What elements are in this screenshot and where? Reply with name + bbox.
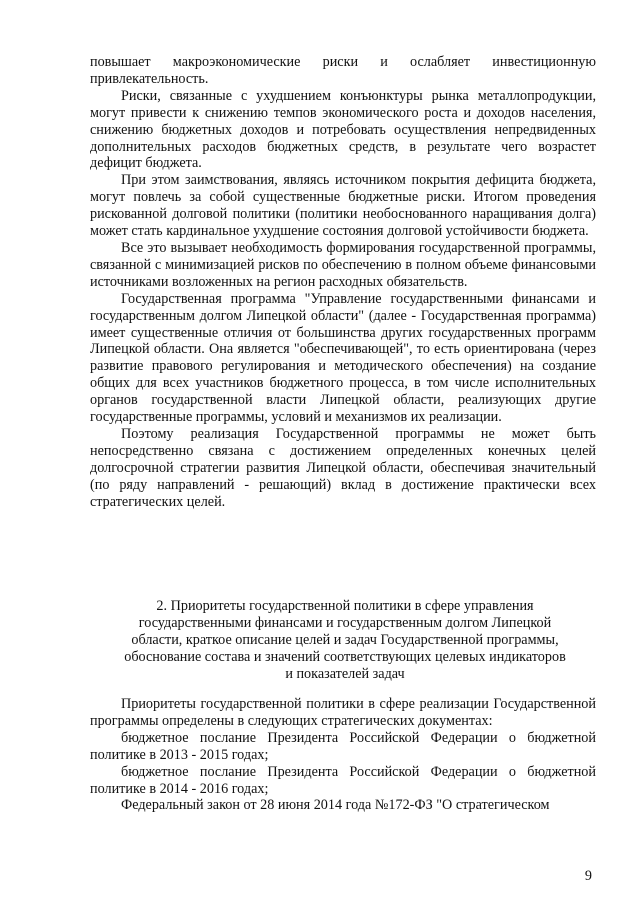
body-text xyxy=(90,54,596,510)
paragraph: Риски, связанные с ухудшением конъюнктуры рынка металлопродукции, могут привести к снижению темпов экономического роста и доходов населения, снижению бюджетных доходов и потребовать осуществления непредвиденных дополнительных расходов бюджетных средств, в результате чего возрастет дефицит бюджета. xyxy=(90,87,596,172)
section-body-text xyxy=(90,696,596,814)
paragraph: Все это вызывает необходимость формирования государственной программы, связанной с минимизацией рисков по обеспечению в полном объеме финансовыми источниками возложенных на регион расходных обязательств. xyxy=(90,239,596,290)
section-heading-block xyxy=(120,598,570,683)
list-item: Федеральный закон от 28 июня 2014 года №172-ФЗ "О стратегическом xyxy=(121,797,550,814)
paragraph: повышает макроэкономические риски и ослабляет инвестиционную привлекательность. xyxy=(90,54,596,87)
page-number: 9 xyxy=(584,868,592,884)
paragraph: При этом заимствования, являясь источником покрытия дефицита бюджета, могут повлечь за собой существенные бюджетные риски. Итогом проведения рискованной долговой политики (политики необоснованного наращивания долга) может стать кардинальное ухудшение состояния долговой устойчивости бюджета. xyxy=(90,172,596,240)
list-item: бюджетное послание Президента Российской Федерации о бюджетной политике в 2014 - 2016 годах; xyxy=(90,763,596,797)
paragraph: Государственная программа "Управление государственными финансами и государственным долгом Липецкой области" (далее - Государственная программа) имеет существенные отличия от большинства других государственных программ Липецкой области. Она является "обеспечивающей", то есть ориентирована (через развитие правового регулирования и методического обеспечения) на создание общих для всех участников бюджетного процесса, в том числе исполнительных органов государственной власти Липецкой области, реализующих другие государственные программы, условий и механизмов их реализации. xyxy=(90,290,596,426)
paragraph: Поэтому реализация Государственной программы не может быть непосредственно связана с достижением определенных конечных целей долгосрочной стратегии развития Липецкой области, обеспечивая значительный (по ряду направлений - решающий) вклад в достижение практически всех стратегических целей. xyxy=(90,425,596,510)
paragraph: Приоритеты государственной политики в сфере реализации Государственной программы определены в следующих стратегических документах: xyxy=(90,696,596,729)
section-heading: 2. Приоритеты государственной политики в сфере управления государственными финансами и государственным долгом Липецкой области, краткое описание целей и задач Государственной программы, обоснование состава и значений соответствующих целевых индикаторов и показателей задач xyxy=(124,598,566,682)
list-item: бюджетное послание Президента Российской Федерации о бюджетной политике в 2013 - 2015 годах; xyxy=(90,729,596,763)
